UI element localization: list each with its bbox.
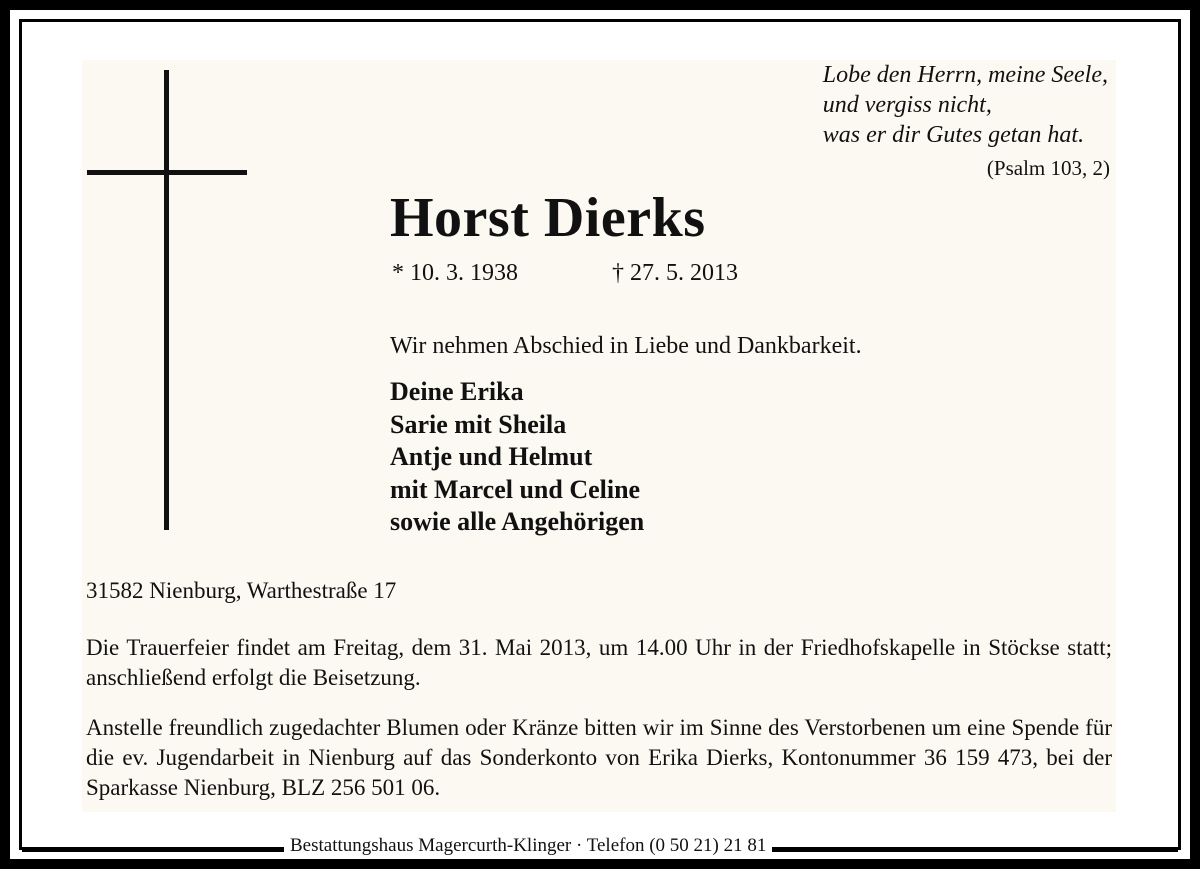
psalm-line: und vergiss nicht, bbox=[822, 92, 992, 118]
family-member: Antje und Helmut bbox=[390, 442, 593, 471]
birth-date: * 10. 3. 1938 bbox=[392, 260, 518, 286]
cross-icon-vertical bbox=[164, 70, 169, 530]
funeral-home-footer: Bestattungshaus Magercurth-Klinger · Telefon (0 50 21) 21 81 bbox=[284, 835, 772, 857]
psalm-reference: (Psalm 103, 2) bbox=[986, 156, 1110, 180]
address: 31582 Nienburg, Warthestraße 17 bbox=[86, 578, 397, 603]
family-member: sowie alle Angehörigen bbox=[390, 507, 645, 536]
farewell-text: Wir nehmen Abschied in Liebe und Dankbarkeit. bbox=[390, 333, 862, 359]
psalm-line: was er dir Gutes getan hat. bbox=[822, 122, 1085, 148]
family-member: Sarie mit Sheila bbox=[390, 409, 567, 439]
death-date: † 27. 5. 2013 bbox=[612, 260, 738, 286]
family-member: mit Marcel und Celine bbox=[390, 474, 641, 504]
psalm-line: Lobe den Herrn, meine Seele, bbox=[822, 62, 1108, 88]
funeral-notice: Die Trauerfeier findet am Freitag, dem 31. Mai 2013, um 14.00 Uhr in der Friedhofskapelle in Stöckse statt; anschließend erfolgt die Beisetzung. bbox=[86, 635, 1112, 690]
donation-notice: Anstelle freundlich zugedachter Blumen oder Kränze bitten wir im Sinne des Verstorbenen um eine Spende für die ev. Jugendarbeit in Nienburg auf das Sonderkonto von Erika Dierks, Kontonummer 36 159 473, bei der Sparkasse Nienburg, BLZ 256 501 06. bbox=[86, 715, 1112, 800]
psalm-quote bbox=[823, 60, 1108, 150]
family-list bbox=[390, 376, 644, 539]
deceased-name: Horst Dierks bbox=[390, 187, 706, 249]
family-member: Deine Erika bbox=[390, 377, 524, 406]
cross-icon-horizontal bbox=[87, 170, 247, 175]
